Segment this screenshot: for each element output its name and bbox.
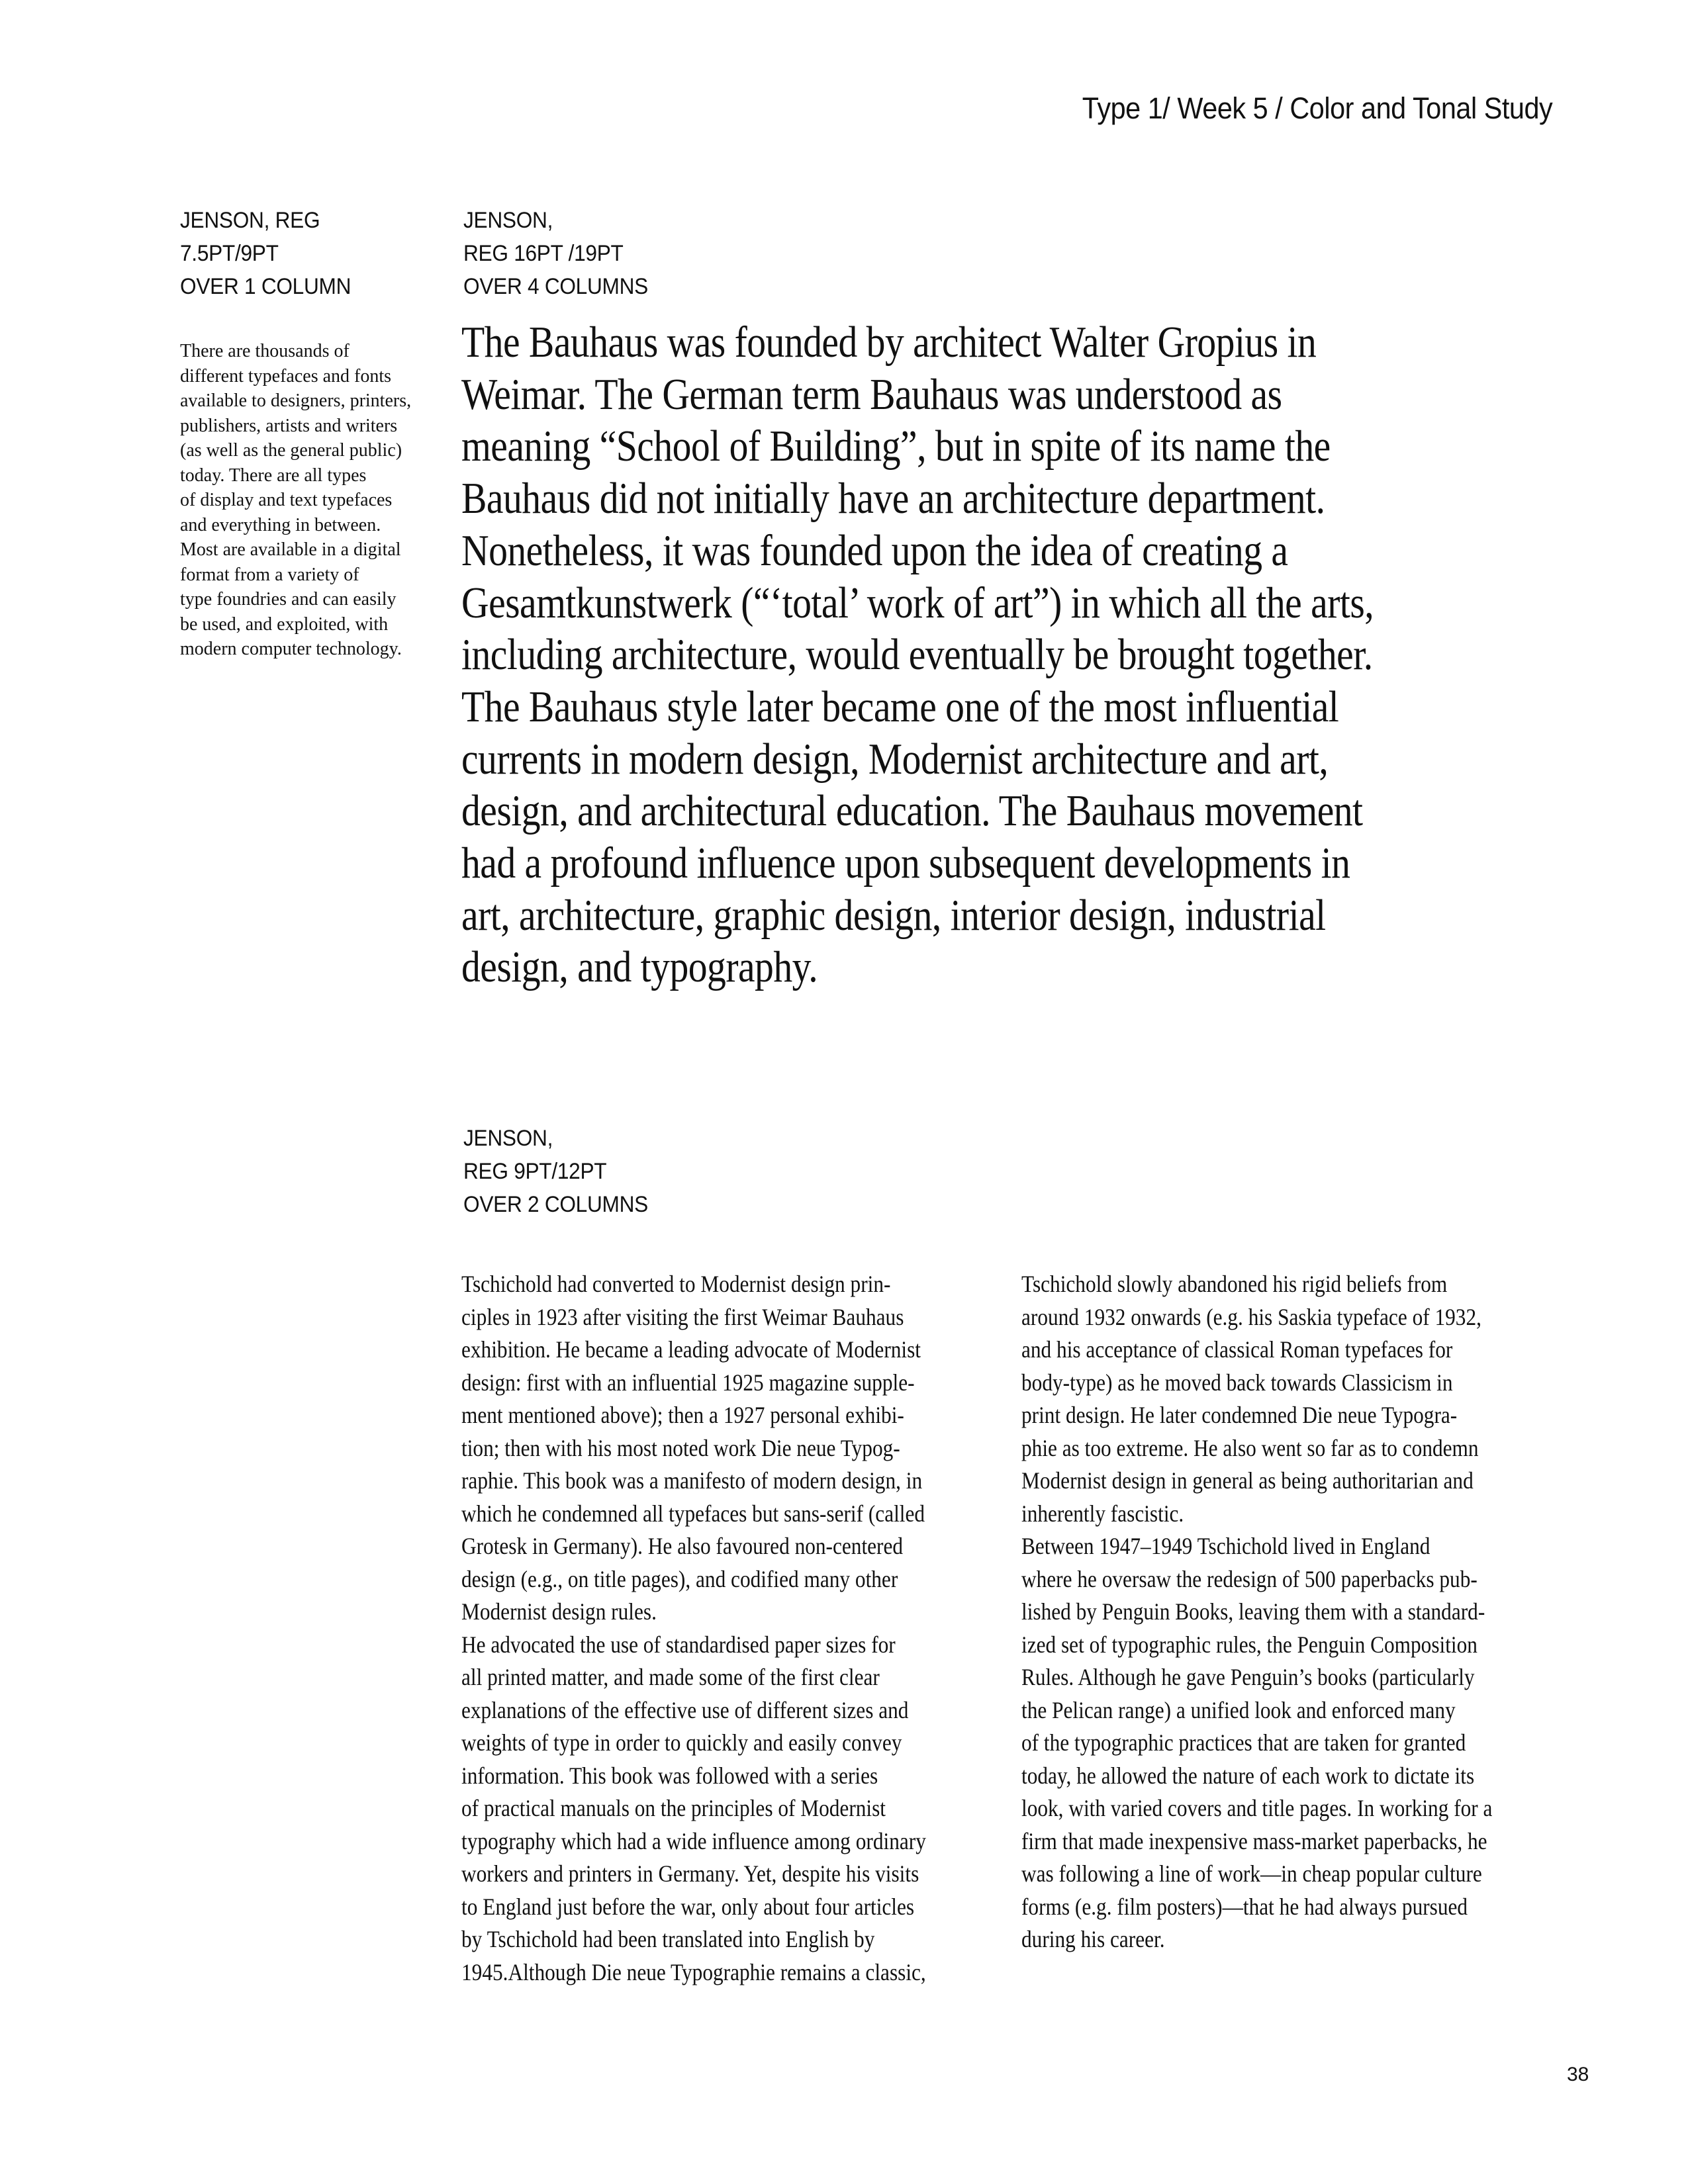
body-text-line: where he oversaw the redesign of 500 paperbacks pub- [1021, 1565, 1477, 1592]
body-text-line: firm that made inexpensive mass-market paperbacks, he [1021, 1827, 1487, 1854]
hero-paragraph [461, 316, 1374, 993]
body-text-line: Tschichold slowly abandoned his rigid beliefs from [1021, 1271, 1448, 1297]
body-text-line: raphie. This book was a manifesto of modern design, in [461, 1467, 923, 1494]
body-column-right [1021, 1268, 1492, 1956]
sidebar-paragraph [180, 339, 411, 662]
specimen-label-line: OVER 2 COLUMNS [463, 1192, 648, 1217]
hero-text-line: art, architecture, graphic design, interior design, industrial [461, 890, 1326, 940]
body-text-line: Grotesk in Germany). He also favoured non-centered [461, 1533, 904, 1559]
body-text-line: Between 1947–1949 Tschichold lived in England [1021, 1533, 1430, 1559]
body-text-line: to England just before the war, only about four articles [461, 1893, 915, 1920]
hero-text-line: currents in modern design, Modernist architecture and art, [461, 734, 1329, 784]
sidebar-text-line: publishers, artists and writers [180, 415, 398, 436]
body-text-line: look, with varied covers and title pages. In working for a [1021, 1795, 1493, 1821]
specimen-label-line: 7.5PT/9PT [180, 241, 279, 266]
sidebar-text-line: Most are available in a digital [180, 539, 401, 560]
body-text-line: typography which had a wide influence among ordinary [461, 1827, 926, 1854]
body-text-line: workers and printers in Germany. Yet, despite his visits [461, 1860, 919, 1887]
body-text-line: inherently fascistic. [1021, 1500, 1184, 1527]
page-header-title: Type 1/ Week 5 / Color and Tonal Study [1082, 91, 1552, 125]
hero-text-line: The Bauhaus style later became one of the most influential [461, 682, 1339, 731]
body-text-line: all printed matter, and made some of the first clear [461, 1664, 880, 1690]
sidebar-text-line: of display and text typefaces [180, 490, 393, 510]
hero-text-line: Gesamtkunstwerk (“‘total’ work of art”) in which all the arts, [461, 578, 1374, 627]
specimen-label-line: JENSON, [463, 1126, 553, 1151]
body-text-line: information. This book was followed with a series [461, 1762, 878, 1789]
body-text-line: of practical manuals on the principles of Modernist [461, 1795, 886, 1821]
specimen-label-line: REG 16PT /19PT [463, 241, 624, 266]
specimen-label-4-columns [463, 204, 648, 303]
hero-text-line: The Bauhaus was founded by architect Walter Gropius in [461, 318, 1317, 367]
body-text-line: during his career. [1021, 1926, 1165, 1952]
specimen-label-line: OVER 4 COLUMNS [463, 274, 648, 299]
body-column-left [461, 1268, 926, 1989]
body-text-line: Rules. Although he gave Penguin’s books (particularly [1021, 1664, 1475, 1690]
body-text-line: print design. He later condemned Die neue Typogra- [1021, 1402, 1458, 1428]
specimen-label-line: JENSON, REG [180, 208, 320, 233]
sidebar-text-line: modern computer technology. [180, 639, 402, 659]
body-text-line: today, he allowed the nature of each work to dictate its [1021, 1762, 1475, 1789]
sidebar-text-line: type foundries and can easily [180, 589, 397, 610]
sidebar-text-line: and everything in between. [180, 514, 381, 535]
body-text-line: design (e.g., on title pages), and codified many other [461, 1565, 898, 1592]
body-text-line: body-type) as he moved back towards Classicism in [1021, 1369, 1453, 1396]
body-text-line: ciples in 1923 after visiting the first Weimar Bauhaus [461, 1303, 904, 1330]
body-text-line: 1945.Although Die neue Typographie remains a classic, [461, 1958, 926, 1985]
hero-text-line: Bauhaus did not initially have an architecture department. [461, 474, 1325, 523]
hero-text-line: had a profound influence upon subsequent developments in [461, 839, 1350, 888]
body-text-line: Modernist design in general as being authoritarian and [1021, 1467, 1474, 1494]
hero-text-line: design, and architectural education. The Bauhaus movement [461, 786, 1363, 836]
body-text-line: phie as too extreme. He also went so far as to condemn [1021, 1434, 1479, 1461]
specimen-label-1-column [180, 204, 351, 303]
body-text-line: weights of type in order to quickly and easily convey [461, 1729, 902, 1756]
hero-text-line: Weimar. The German term Bauhaus was understood as [461, 369, 1282, 419]
body-text-line: explanations of the effective use of different sizes and [461, 1696, 909, 1723]
specimen-label-line: REG 9PT/12PT [463, 1159, 607, 1184]
hero-text-line: meaning “School of Building”, but in spite of its name the [461, 422, 1331, 471]
sidebar-text-line: available to designers, printers, [180, 390, 412, 411]
body-text-line: forms (e.g. film posters)—that he had always pursued [1021, 1893, 1468, 1920]
body-text-line: Tschichold had converted to Modernist design prin- [461, 1271, 891, 1297]
body-text-line: was following a line of work—in cheap popular culture [1021, 1860, 1482, 1887]
body-text-line: design: first with an influential 1925 magazine supple- [461, 1369, 915, 1396]
body-text-line: the Pelican range) a unified look and enforced many [1021, 1696, 1456, 1723]
specimen-label-line: JENSON, [463, 208, 553, 233]
body-text-line: by Tschichold had been translated into English by [461, 1926, 875, 1952]
body-text-line: ment mentioned above); then a 1927 personal exhibi- [461, 1402, 904, 1428]
hero-text-line: including architecture, would eventually be brought together. [461, 630, 1373, 680]
body-text-line: lished by Penguin Books, leaving them with a standard- [1021, 1598, 1485, 1625]
body-text-line: of the typographic practices that are taken for granted [1021, 1729, 1466, 1756]
body-text-line: ized set of typographic rules, the Penguin Composition [1021, 1631, 1477, 1658]
specimen-label-2-columns [463, 1122, 648, 1221]
body-text-line: around 1932 onwards (e.g. his Saskia typeface of 1932, [1021, 1303, 1481, 1330]
sidebar-text-line: (as well as the general public) [180, 440, 402, 461]
hero-text-line: design, and typography. [461, 942, 818, 992]
hero-text-line: Nonetheless, it was founded upon the idea of creating a [461, 525, 1288, 575]
specimen-label-line: OVER 1 COLUMN [180, 274, 352, 299]
sidebar-text-line: be used, and exploited, with [180, 614, 389, 635]
page-number: 38 [1567, 2064, 1589, 2085]
body-text-line: He advocated the use of standardised paper sizes for [461, 1631, 896, 1658]
body-text-line: and his acceptance of classical Roman typefaces for [1021, 1336, 1453, 1363]
body-text-line: which he condemned all typefaces but sans-serif (called [461, 1500, 925, 1527]
sidebar-text-line: today. There are all types [180, 465, 367, 486]
body-text-line: tion; then with his most noted work Die neue Typog- [461, 1434, 900, 1461]
body-text-line: Modernist design rules. [461, 1598, 657, 1625]
body-text-line: exhibition. He became a leading advocate of Modernist [461, 1336, 921, 1363]
sidebar-text-line: format from a variety of [180, 564, 359, 585]
sidebar-text-line: There are thousands of [180, 341, 350, 361]
sidebar-text-line: different typefaces and fonts [180, 365, 392, 387]
